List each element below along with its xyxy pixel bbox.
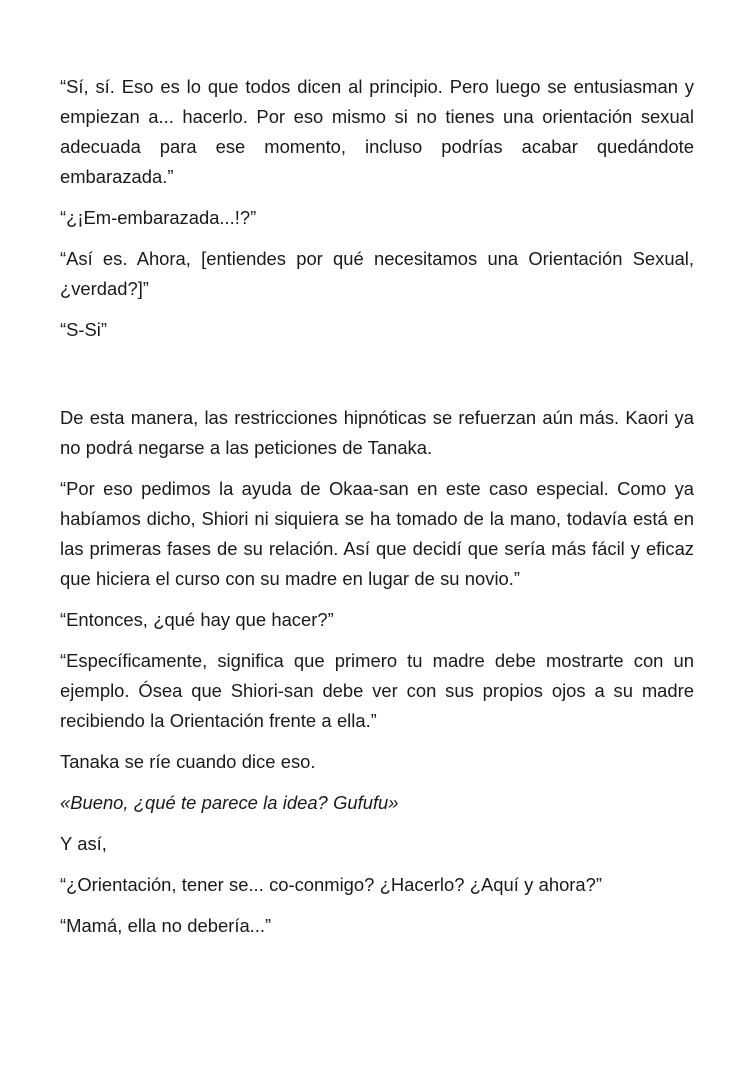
paragraph-3: “Así es. Ahora, [entiendes por qué necesitamos una Orientación Sexual, ¿verdad?]” [60,248,694,299]
paragraph-13: “Mamá, ella no debería...” [60,915,272,936]
page-text-column [60,72,694,952]
paragraph-7: “Entonces, ¿qué hay que hacer?” [60,609,334,630]
paragraph-5: De esta manera, las restricciones hipnóticas se refuerzan aún más. Kaori ya no podrá negarse a las peticiones de Tanaka. [60,407,694,458]
paragraph-11: Y así, [60,833,107,854]
section-break [60,356,694,403]
paragraph-12: “¿Orientación, tener se... co-conmigo? ¿Hacerlo? ¿Aquí y ahora?” [60,874,603,895]
paragraph-9: Tanaka se ríe cuando dice eso. [60,751,316,772]
paragraph-8: “Específicamente, significa que primero tu madre debe mostrarte con un ejemplo. Ósea que Shiori-san debe ver con sus propios ojos a su madre recibiendo la Orientación frente a ella.” [60,650,694,731]
paragraph-2: “¿¡Em-embarazada...!?” [60,207,257,228]
paragraph-10-italic-aside: «Bueno, ¿qué te parece la idea? Gufufu» [60,792,399,813]
paragraph-1: “Sí, sí. Eso es lo que todos dicen al principio. Pero luego se entusiasman y empiezan a... hacerlo. Por eso mismo si no tienes una orientación sexual adecuada para ese momento, incluso podrías acabar quedándote embarazada.” [60,76,694,187]
paragraph-4: “S-Si” [60,319,107,340]
paragraph-6: “Por eso pedimos la ayuda de Okaa-san en este caso especial. Como ya habíamos dicho, Shiori ni siquiera se ha tomado de la mano, todavía está en las primeras fases de su relación. Así que decidí que sería más fácil y eficaz que hiciera el curso con su madre en lugar de su novio.” [60,478,694,589]
